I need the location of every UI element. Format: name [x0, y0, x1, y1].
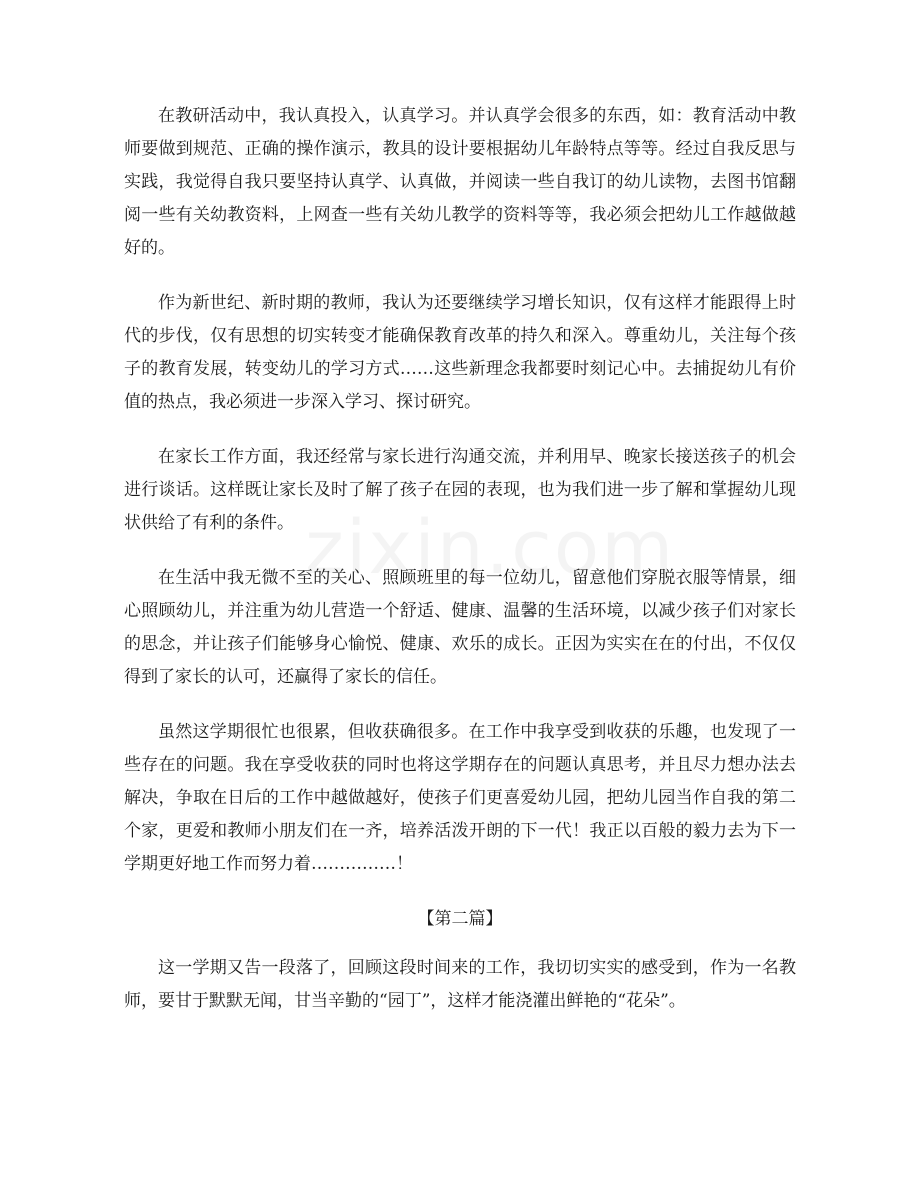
paragraph-second-article-intro: 这一学期又告一段落了，回顾这段时间来的工作，我切切实实的感受到，作为一名教师，要甘于默默无闻，甘当辛勤的“园丁”，这样才能浇灌出鲜艳的“花朵”。 [124, 958, 796, 1011]
paragraph-parent-work: 在家长工作方面，我还经常与家长进行沟通交流，并利用早、晚家长接送孩子的机会进行谈话。这样既让家长及时了解了孩子在园的表现，也为我们进一步了解和掌握幼儿现状供给了有利的条件。 [124, 447, 796, 533]
paragraph-semester-reflection: 虽然这学期很忙也很累，但收获确很多。在工作中我享受到收获的乐趣，也发现了一些存在的问题。我在享受收获的同时也将这学期存在的问题认真思考，并且尽力想办法去解决，争取在日后的工作中越做越好，使孩子们更喜爱幼儿园，把幼儿园当作自我的第二个家，更爱和教师小朋友们在一齐，培养活泼开朗的下一代！我正以百般的毅力去为下一学期更好地工作而努力着……………！ [124, 722, 796, 874]
paragraph-teaching-research: 在教研活动中，我认真投入，认真学习。并认真学会很多的东西，如：教育活动中教师要做到规范、正确的操作演示，教具的设计要根据幼儿年龄特点等等。经过自我反思与实践，我觉得自我只要坚持认真学、认真做，并阅读一些自我订的幼儿读物，去图书馆翻阅一些有关幼教资料，上网查一些有关幼儿教学的资料等等，我必须会把幼儿工作越做越好的。 [124, 106, 796, 258]
section-heading: 【第二篇】 [417, 909, 503, 929]
document-body [124, 100, 796, 1040]
paragraph-daily-care: 在生活中我无微不至的关心、照顾班里的每一位幼儿，留意他们穿脱衣服等情景，细心照顾幼儿，并注重为幼儿营造一个舒适、健康、温馨的生活环境，以减少孩子们对家长的思念，并让孩子们能够身心愉悦、健康、欢乐的成长。正因为实实在在的付出，不仅仅得到了家长的认可，还赢得了家长的信任。 [124, 568, 796, 687]
paragraph-continuous-learning: 作为新世纪、新时期的教师，我认为还要继续学习增长知识，仅有这样才能跟得上时代的步伐，仅有思想的切实转变才能确保教育改革的持久和深入。尊重幼儿，关注每个孩子的教育发展，转变幼儿的学习方式……这些新理念我都要时刻记心中。去捕捉幼儿有价值的热点，我必须进一步深入学习、探讨研究。 [124, 293, 796, 412]
